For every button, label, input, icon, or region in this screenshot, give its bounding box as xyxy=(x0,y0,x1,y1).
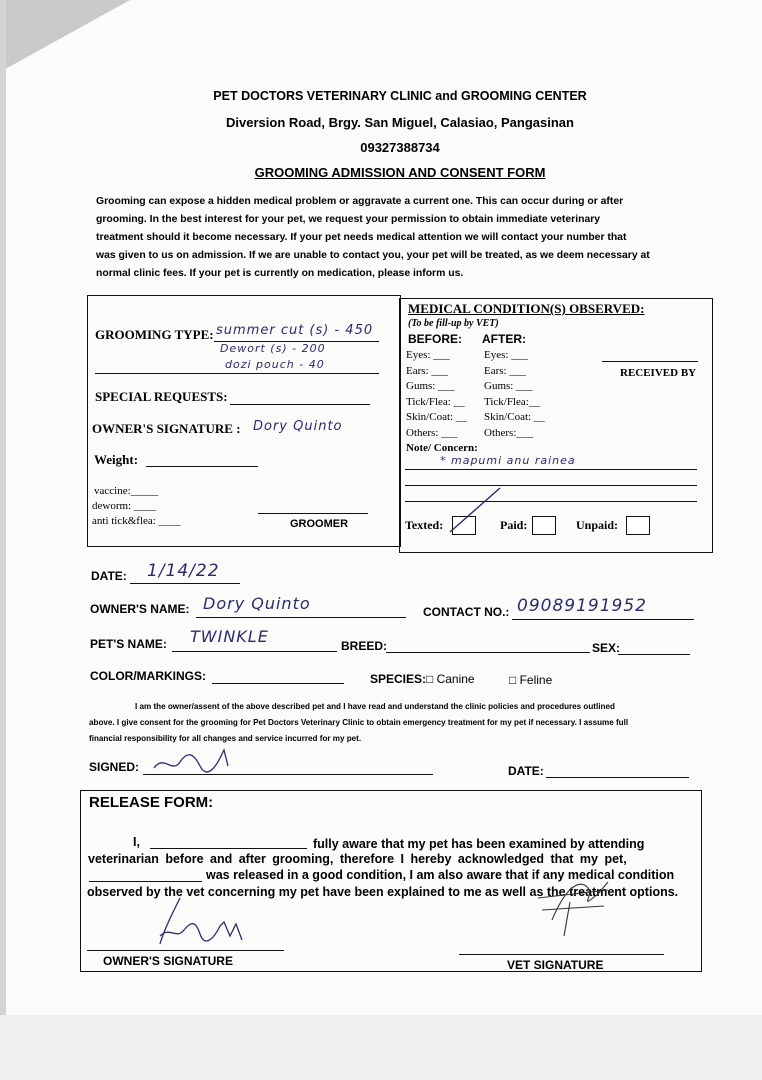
intro-line: grooming. In the best interest for your pet, we request your permission to obtain immediate veterinary xyxy=(96,214,601,225)
folded-corner xyxy=(0,0,130,72)
groomer-label: GROOMER xyxy=(290,518,349,530)
color-label: COLOR/MARKINGS: xyxy=(90,669,206,683)
after-item: Gums: ___ xyxy=(484,380,533,392)
consent-line: I am the owner/assent of the above described pet and I have read and understand the clinic policies and procedures outlined xyxy=(135,702,615,711)
consent-line: financial responsibility for all changes and service incurred for my pet. xyxy=(89,734,362,743)
release-owner-signature-label: OWNER'S SIGNATURE xyxy=(103,954,233,968)
before-item: Eyes: ___ xyxy=(406,349,450,361)
note-value: * mapumi anu rainea xyxy=(440,454,576,467)
after-item: Skin/Coat: __ xyxy=(484,411,545,423)
species-label: SPECIES: xyxy=(370,672,427,686)
scan-edge xyxy=(0,0,6,1080)
scan-bottom xyxy=(0,1015,762,1080)
intro-line: normal clinic fees. If your pet is currently on medication, please inform us. xyxy=(96,268,464,279)
medical-title: MEDICAL CONDITION(S) OBSERVED: xyxy=(408,301,645,316)
species-feline-option[interactable]: □ Feline xyxy=(509,673,553,687)
before-item: Ears: ___ xyxy=(406,364,448,377)
intro-line: Grooming can expose a hidden medical problem or aggravate a current one. This can occur during or after xyxy=(96,196,624,207)
signed-signature-mark xyxy=(150,748,240,776)
release-line-3: was released in a good condition, I am also aware that if any medical condition xyxy=(206,868,675,882)
clinic-address: Diversion Road, Brgy. San Miguel, Calasiao, Pangasinan xyxy=(226,115,574,130)
consent-line: above. I give consent for the grooming for Pet Doctors Veterinary Clinic to obtain emergency treatment for my pet if necessary. I assume full xyxy=(89,718,629,727)
release-line-1-end: fully aware that my pet has been examined by attending xyxy=(313,837,645,851)
pet-name-value: TWINKLE xyxy=(190,627,269,646)
breed-label: BREED: xyxy=(341,639,388,653)
consent-paragraph xyxy=(89,699,628,747)
signed-field[interactable] xyxy=(143,774,433,775)
medical-subtitle: (To be fill-up by VET) xyxy=(408,318,499,329)
release-pet-name-field[interactable] xyxy=(89,881,202,882)
after-list xyxy=(484,348,545,441)
color-field[interactable] xyxy=(212,683,344,684)
special-requests-field[interactable] xyxy=(230,404,370,405)
before-item: Tick/Flea: __ xyxy=(406,395,465,408)
date-label: DATE: xyxy=(91,569,127,583)
release-owner-signature-mark xyxy=(150,896,260,948)
after-item: Others:___ xyxy=(484,426,533,439)
texted-label: Texted: xyxy=(405,518,444,532)
paid-checkbox[interactable] xyxy=(532,516,556,535)
after-label: AFTER: xyxy=(482,332,526,346)
release-owner-signature-line xyxy=(87,950,284,951)
after-item: Ears: ___ xyxy=(484,364,526,377)
received-by-label: RECEIVED BY xyxy=(620,367,697,379)
contact-label: CONTACT NO.: xyxy=(423,605,510,619)
owner-name-label: OWNER'S NAME: xyxy=(90,602,190,616)
grooming-type-line-3: dozi pouch - 40 xyxy=(225,358,325,371)
pet-name-field[interactable] xyxy=(172,651,337,652)
release-line-2: veterinarian before and after grooming, therefore I hereby acknowledged that my pet, xyxy=(88,852,627,866)
owner-name-field[interactable] xyxy=(196,617,406,618)
intro-line: treatment should it become necessary. If your pet needs medical attention we will contact your number that xyxy=(96,232,627,243)
weight-label: Weight: xyxy=(94,452,139,467)
release-owner-name-field[interactable] xyxy=(150,848,307,849)
sex-field[interactable] xyxy=(618,654,690,655)
vet-signature-line xyxy=(459,954,664,955)
owner-signature-label: OWNER'S SIGNATURE : xyxy=(92,421,241,436)
before-label: BEFORE: xyxy=(408,332,462,346)
vet-stamp-signature xyxy=(508,876,618,940)
unpaid-label: Unpaid: xyxy=(576,518,619,532)
form-title: GROOMING ADMISSION AND CONSENT FORM xyxy=(254,165,546,180)
special-requests-label: SPECIAL REQUESTS: xyxy=(95,389,228,404)
unpaid-checkbox[interactable] xyxy=(626,516,650,535)
before-item: Skin/Coat: __ xyxy=(406,411,467,423)
before-list xyxy=(406,348,467,441)
grooming-type-label: GROOMING TYPE: xyxy=(95,327,214,342)
vaccine-label: vaccine:_____ xyxy=(94,485,159,497)
release-line-1-start: I, xyxy=(133,835,140,849)
paid-label: Paid: xyxy=(500,518,528,532)
texted-check-mark xyxy=(448,484,504,536)
pet-name-label: PET'S NAME: xyxy=(90,637,167,651)
vet-signature-label: VET SIGNATURE xyxy=(507,958,604,972)
sex-label: SEX: xyxy=(592,641,621,655)
antitick-label: anti tick&flea: ____ xyxy=(92,515,181,527)
grooming-type-line-2: Dewort (s) - 200 xyxy=(220,342,326,355)
grooming-type-underline xyxy=(214,341,379,342)
release-line-4: observed by the vet concerning my pet have been explained to me as well as the treatment options. xyxy=(87,885,679,899)
date-value: 1/14/22 xyxy=(147,561,220,581)
grooming-type-line-1: summer cut (s) - 450 xyxy=(216,323,374,338)
intro-line: was given to us on admission. If we are unable to contact you, your pet will be treated, as we deem necessary at xyxy=(96,250,650,261)
release-title: RELEASE FORM: xyxy=(89,794,214,811)
note-label: Note/ Concern: xyxy=(406,442,478,454)
before-item: Others: ___ xyxy=(406,426,458,439)
note-line-1 xyxy=(405,469,697,470)
clinic-name: PET DOCTORS VETERINARY CLINIC and GROOMING CENTER xyxy=(213,89,587,103)
received-by-line xyxy=(602,361,698,362)
contact-field[interactable] xyxy=(512,619,694,620)
owner-name-value: Dory Quinto xyxy=(203,594,311,613)
clinic-phone: 09327388734 xyxy=(360,140,440,155)
signed-label: SIGNED: xyxy=(89,760,140,774)
after-item: Tick/Flea:__ xyxy=(484,395,540,408)
grooming-type-underline-2 xyxy=(95,373,379,374)
consent-date-field[interactable] xyxy=(546,777,689,778)
consent-date-label: DATE: xyxy=(508,764,544,778)
before-item: Gums: ___ xyxy=(406,380,455,392)
owner-signature-value: Dory Quinto xyxy=(253,419,343,434)
groomer-signature-line xyxy=(258,513,368,514)
deworm-label: deworm: ____ xyxy=(92,500,156,512)
after-item: Eyes: ___ xyxy=(484,349,528,361)
breed-field[interactable] xyxy=(386,652,590,653)
weight-field[interactable] xyxy=(146,466,258,467)
species-canine-option[interactable]: □ Canine xyxy=(426,672,475,686)
date-field[interactable] xyxy=(130,583,240,584)
intro-paragraph xyxy=(96,193,650,283)
contact-value: 09089191952 xyxy=(517,596,647,616)
